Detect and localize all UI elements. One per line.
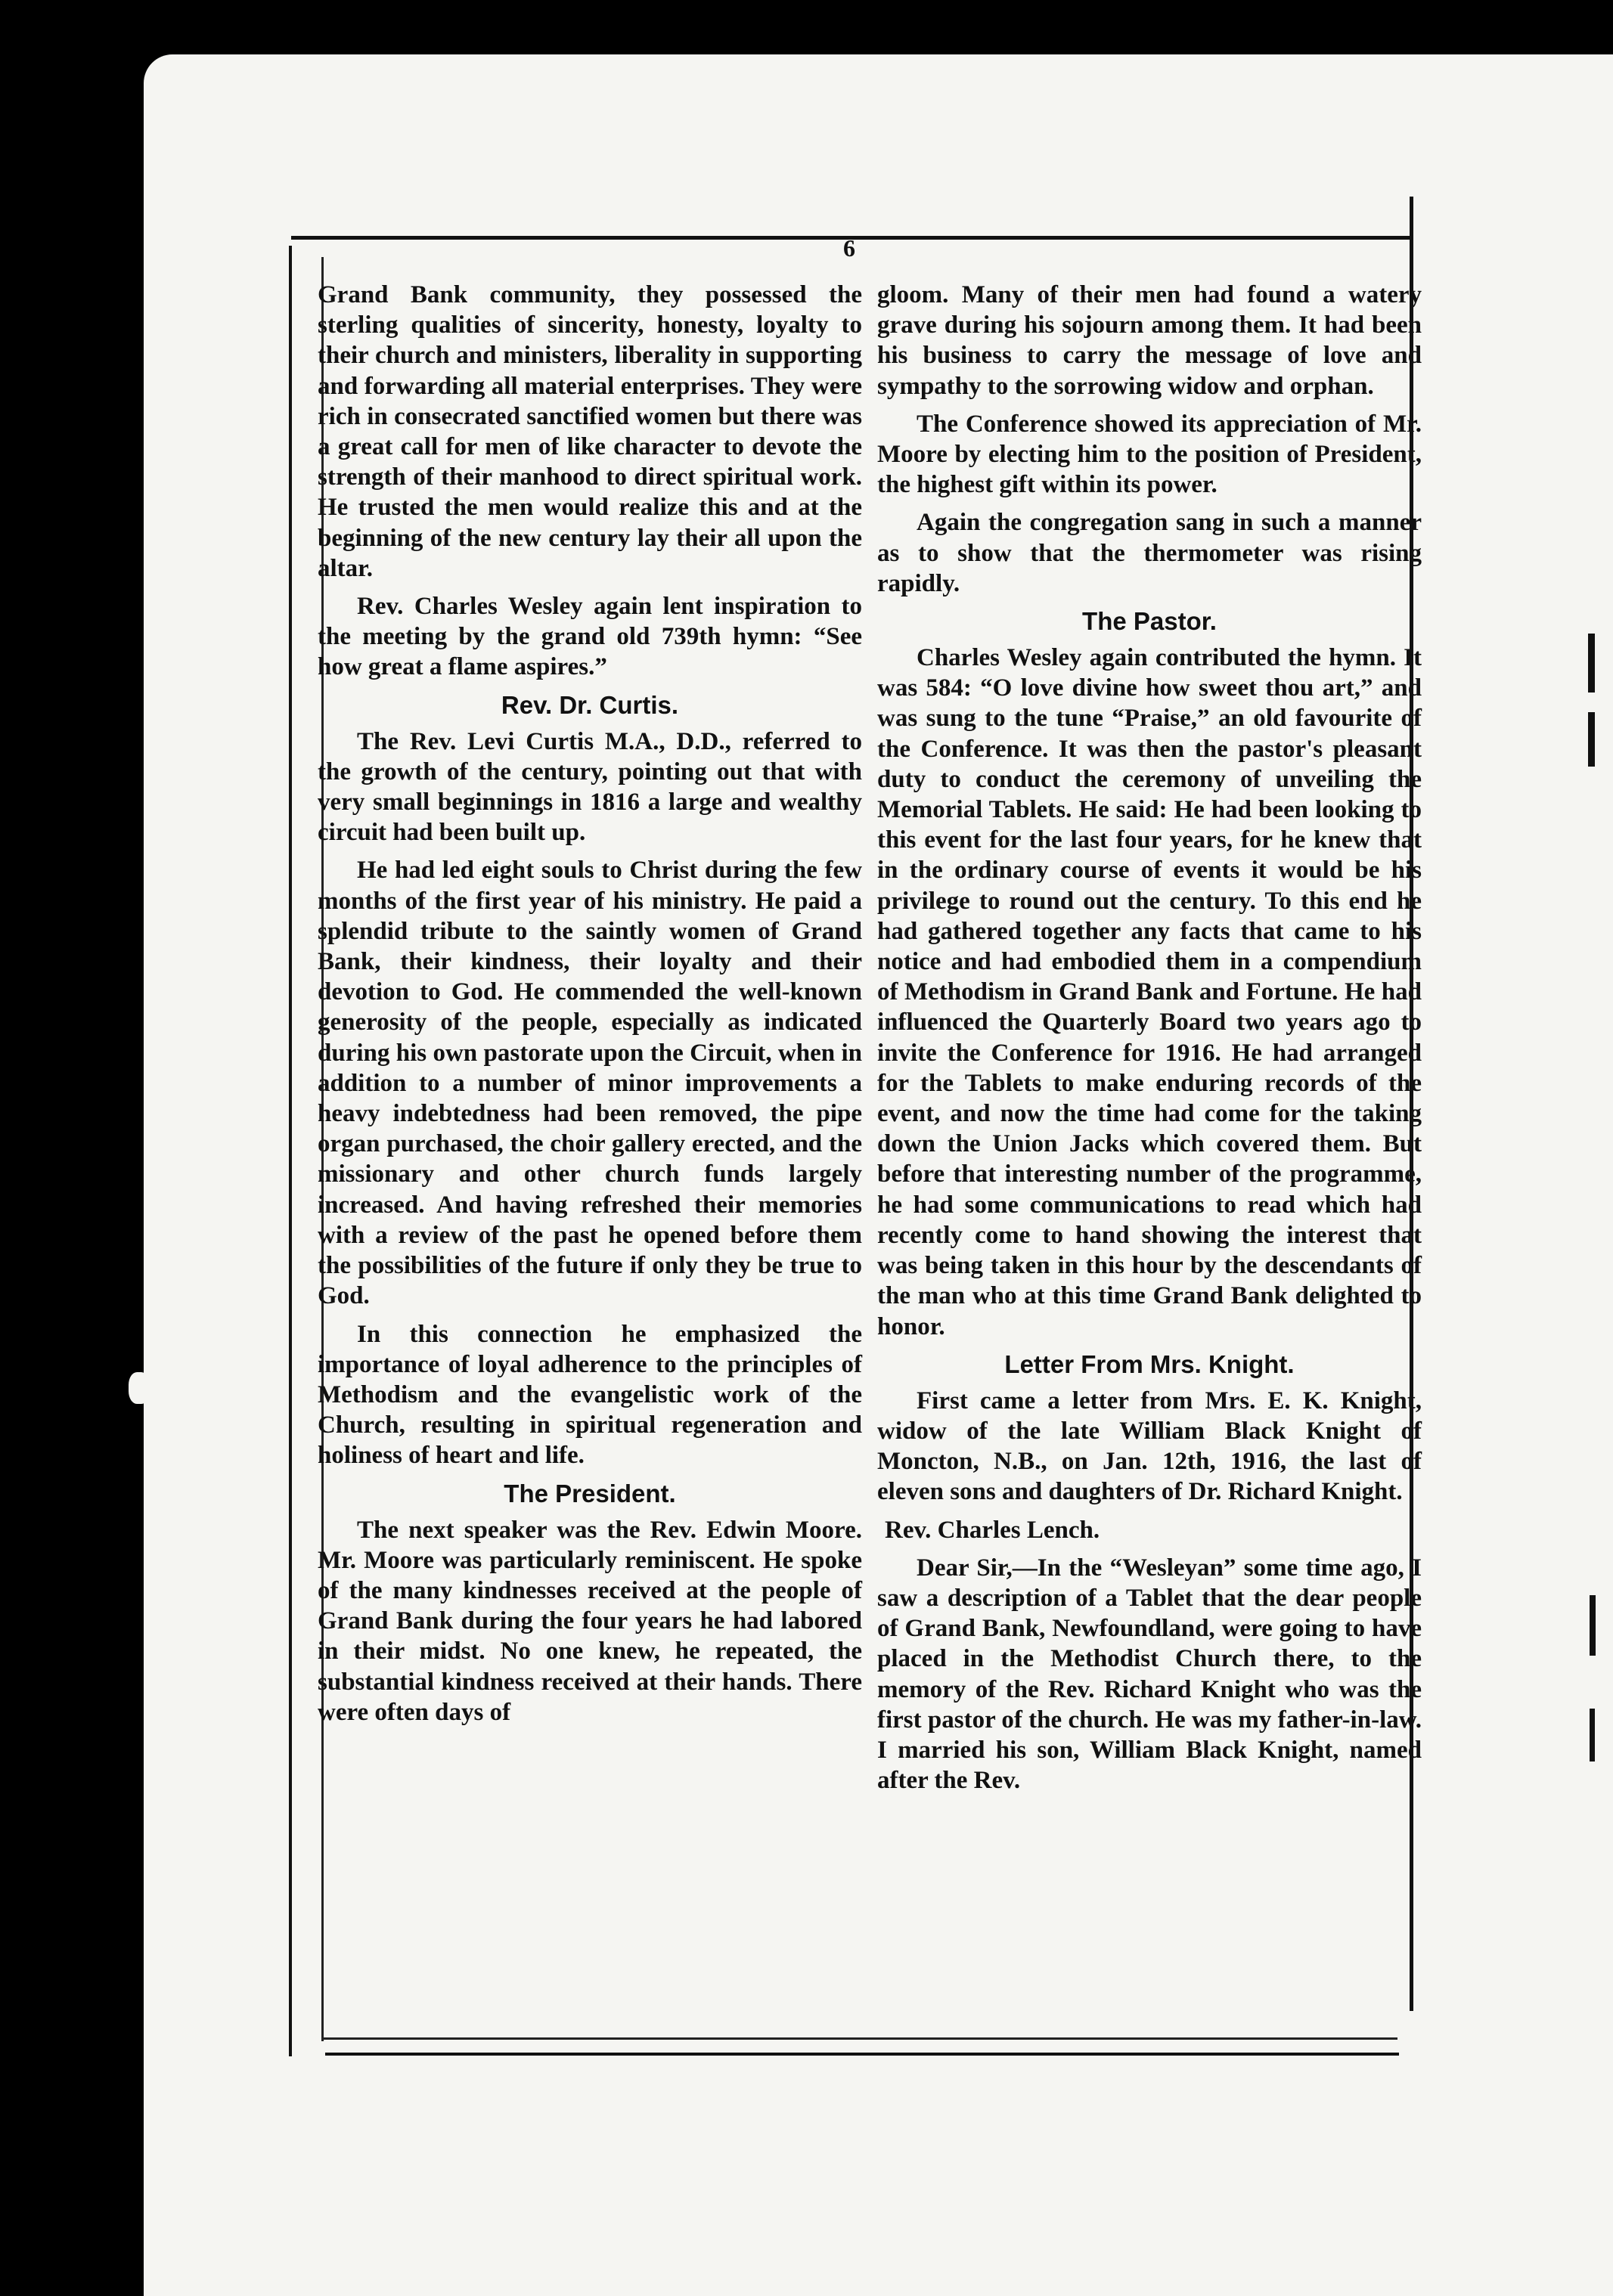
left-rule (289, 246, 292, 2056)
paragraph: Charles Wesley again contributed the hymn. It was 584: “O love divine how sweet thou art,” and was sung to the tune “Praise,” an old favourite of the Conference. It was then the pastor's pleasant duty to conduct the ceremony of unveiling the Memorial Tablets. He said: He had been looking to this event for the last four years, for he knew that in the ordinary course of events it would be his privilege to round out the century. To this end he had gathered together any facts that came to his notice and had embodied them in a compendium of Methodism in Grand Bank and Fortune. He had influenced the Quarterly Board two years ago to invite the Conference for 1916. He had arranged for the Tablets to make enduring records of the event, and now the time had come for the taking down the Union Jacks which covered them. But before that interesting number of the programme, he had some communications to read which had recently come to hand showing the interest that was being taken in this hour by the descendants of the man who at this time Grand Bank delighted to honor. (877, 644, 1422, 1340)
section-heading: The President. (504, 1479, 676, 1507)
page-number: 6 (843, 234, 855, 262)
right-column (877, 280, 1422, 1803)
salutation-name: Rev. Charles Lench. (885, 1516, 1100, 1544)
paragraph: The Conference showed its appreciation of Mr. Moore by electing him to the position of President, the highest gift within its power. (877, 410, 1422, 499)
paragraph: Dear Sir,—In the “Wesleyan” some time ago, I saw a description of a Tablet that the dear people of Grand Bank, Newfoundland, were going to have placed in the Methodist Church there, to the memory of the Rev. Richard Knight who was the first pastor of the church. He was my father-in-law. I married his son, William Black Knight, named after the Rev. (877, 1554, 1422, 1795)
left-edge-mark (129, 1372, 150, 1404)
paragraph: First came a letter from Mrs. E. K. Knight, widow of the late William Black Knight of Moncton, N.B., on Jan. 12th, 1916, the last of eleven sons and daughters of Dr. Richard Knight. (877, 1387, 1422, 1506)
paragraph: gloom. Many of their men had found a watery grave during his sojourn among them. It had been his business to carry the message of love and sympathy to the sorrowing widow and orphan. (877, 281, 1422, 400)
paragraph: He had led eight souls to Christ during the few months of the first year of his ministry. He paid a splendid tribute to the saintly women of Grand Bank, their kindness, their loyalty and their devotion to God. He commended the well-known generosity of the people, especially as indicated during his own pastorate upon the Circuit, when in addition to a number of minor improvements a heavy indebtedness had been removed, the pipe organ purchased, the choir gallery erected, and the missionary and other church funds largely increased. And having refreshed their memories with a review of the past he opened before them the possibilities of the future if only they be true to God. (318, 857, 862, 1310)
right-margin-mark-2 (1588, 712, 1595, 767)
section-heading: The Pastor. (1082, 607, 1217, 636)
right-margin-mark-3 (1590, 1595, 1596, 1656)
paragraph: Again the congregation sang in such a manner as to show that the thermometer was rising rapidly. (877, 509, 1422, 597)
paragraph: The next speaker was the Rev. Edwin Moore. Mr. Moore was particularly reminiscent. He spoke of the many kindnesses received at the people of Grand Bank during the four years he had labored in their midst. No one knew, he repeated, the substantial kindness received at their hands. There were often days of (318, 1516, 862, 1726)
bottom-rule (325, 2053, 1399, 2056)
inner-bottom-rule (324, 2037, 1397, 2040)
paragraph: Rev. Charles Wesley again lent inspiration to the meeting by the grand old 739th hymn: “See how great a flame aspires.” (318, 593, 862, 681)
right-margin-mark-1 (1588, 634, 1595, 693)
section-heading: Letter From Mrs. Knight. (1004, 1349, 1295, 1378)
left-column (318, 280, 862, 1735)
section-heading: Rev. Dr. Curtis. (501, 690, 679, 719)
paragraph: Grand Bank community, they possessed the sterling qualities of sincerity, honesty, loyalty to their church and ministers, liberality in supporting and forwarding all material enterprises. They were rich in consecrated sanctified women but there was a great call for men of like character to devote the strength of their manhood to direct spiritual work. He trusted the men would realize this and at the beginning of the new century lay their all upon the altar. (318, 281, 862, 582)
paragraph: In this connection he emphasized the importance of loyal adherence to the principles of Methodism and the evangelistic work of the Church, resulting in spiritual regeneration and holiness of heart and life. (318, 1320, 862, 1470)
paragraph: The Rev. Levi Curtis M.A., D.D., referred to the growth of the century, pointing out that with very small beginnings in 1816 a large and wealthy circuit had been built up. (318, 727, 862, 847)
right-margin-mark-4 (1590, 1709, 1595, 1762)
